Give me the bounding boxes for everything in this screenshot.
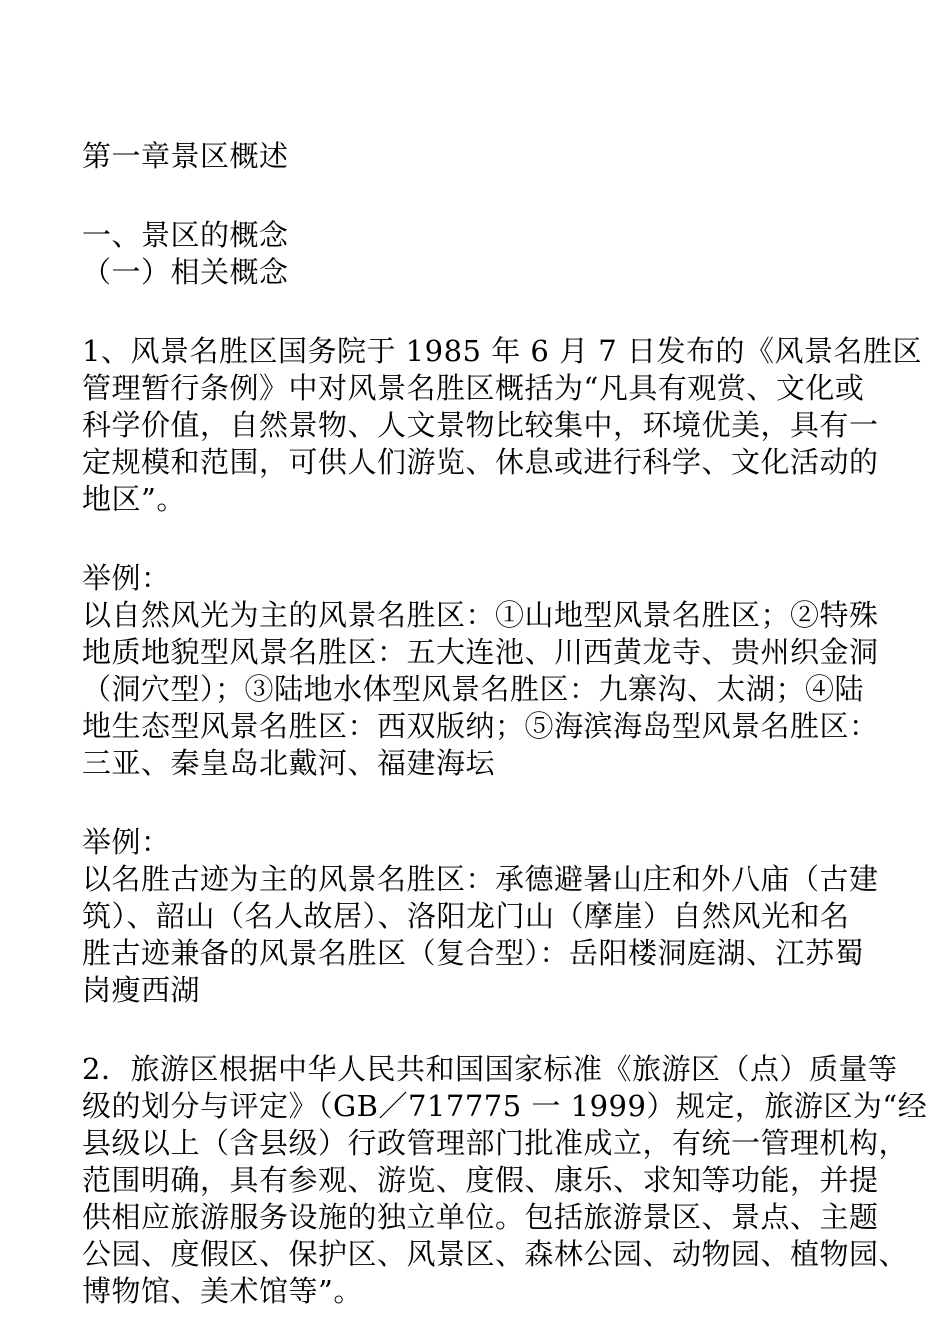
paragraph-line: 管理暂行条例》中对风景名胜区概括为“凡具有观赏、文化或 — [82, 371, 865, 405]
paragraph-line: 级的划分与评定》（GB／717775 一 1999）规定，旅游区为“经 — [82, 1089, 928, 1123]
paragraph-tourism-area-definition — [82, 1051, 928, 1310]
spacer — [82, 782, 882, 824]
paragraph-line: 地质地貌型风景名胜区：五大连池、川西黄龙寺、贵州织金洞 — [82, 635, 879, 669]
paragraph-line: 1、风景名胜区国务院于 1985 年 6 月 7 日发布的《风景名胜区 — [82, 334, 922, 368]
paragraph-line: 岗瘦西湖 — [82, 973, 201, 1007]
paragraph-scenic-area-definition — [82, 333, 922, 518]
document-page — [82, 138, 928, 1310]
paragraph-line: 2．旅游区根据中华人民共和国国家标准《旅游区（点）质量等 — [82, 1052, 898, 1086]
chapter-title: 第一章景区概述 — [82, 139, 289, 173]
subsection-title: （一）相关概念 — [82, 255, 289, 289]
paragraph-line: 供相应旅游服务设施的独立单位。包括旅游景区、景点、主题 — [82, 1200, 879, 1234]
paragraph-line: 博物馆、美术馆等”。 — [82, 1274, 363, 1308]
paragraph-line: 地生态型风景名胜区：西双版纳；⑤海滨海岛型风景名胜区： — [82, 709, 879, 743]
paragraph-line: 以名胜古迹为主的风景名胜区：承德避暑山庄和外八庙（古建 — [82, 862, 879, 896]
example-label: 举例： — [82, 561, 171, 595]
paragraph-line: 胜古迹兼备的风景名胜区（复合型）：岳阳楼洞庭湖、江苏蜀 — [82, 936, 865, 970]
paragraph-line: 县级以上（含县级）行政管理部门批准成立，有统一管理机构， — [82, 1126, 909, 1160]
section-title: 一、景区的概念 — [82, 218, 289, 252]
spacer — [82, 291, 882, 333]
paragraph-line: 筑）、韶山（名人故居）、洛阳龙门山（摩崖）自然风光和名 — [82, 899, 850, 933]
paragraph-line: （洞穴型）；③陆地水体型风景名胜区：九寨沟、太湖；④陆 — [82, 672, 865, 706]
example-label: 举例： — [82, 825, 171, 859]
spacer — [82, 175, 882, 217]
spacer — [82, 518, 882, 560]
paragraph-historic-site-examples — [82, 861, 882, 1009]
paragraph-line: 范围明确，具有参观、游览、度假、康乐、求知等功能，并提 — [82, 1163, 879, 1197]
paragraph-line: 科学价值，自然景物、人文景物比较集中，环境优美，具有一 — [82, 408, 879, 442]
paragraph-line: 三亚、秦皇岛北戴河、福建海坛 — [82, 746, 496, 780]
paragraph-line: 地区”。 — [82, 482, 186, 516]
paragraph-line: 公园、度假区、保护区、风景区、森林公园、动物园、植物园、 — [82, 1237, 909, 1271]
paragraph-line: 以自然风光为主的风景名胜区：①山地型风景名胜区；②特殊 — [82, 598, 879, 632]
paragraph-natural-scenery-examples — [82, 597, 882, 782]
spacer — [82, 1009, 882, 1051]
paragraph-line: 定规模和范围，可供人们游览、休息或进行科学、文化活动的 — [82, 445, 879, 479]
